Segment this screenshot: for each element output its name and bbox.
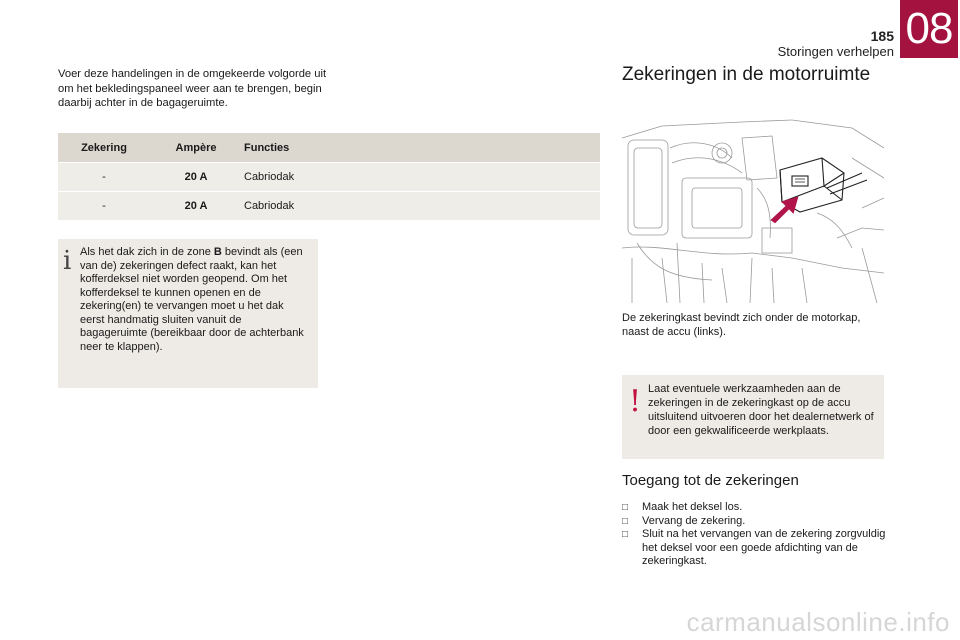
cell-ampere: 20 A [150, 192, 242, 221]
table-row [58, 163, 600, 192]
chapter-tab[interactable]: 08 [900, 0, 958, 58]
info-zone-label: B [213, 246, 222, 258]
cell-function: Cabriodak [242, 163, 600, 192]
engine-bay-illustration [622, 118, 886, 303]
figure-caption: De zekeringkast bevindt zich onder de motorkap, naast de accu (links). [622, 312, 861, 338]
step-text: Sluit na het vervangen van de zekering zorgvuldig het deksel voor een goede afdichting van de zekeringkast. [642, 528, 886, 567]
info-text-end: bevindt als (een van de) zekeringen defect raakt, kan het kofferdeksel niet worden geopend. Om het kofferdeksel te kunnen openen en de zekering(en) te vervangen moet u het dak eerst handmatig sluiten vanuit de bagageruimte (bereikbaar door de achterbank neer te klappen). [80, 246, 304, 353]
page-number: 185 [870, 28, 894, 44]
watermark: carmanualsonline.info [686, 607, 950, 637]
intro-paragraph: Voer deze handelingen in de omgekeerde volgorde uit om het bekledingspaneel weer aan te brengen, begin daarbij achter in de bagageruimte. [58, 68, 327, 109]
header-functions: Functies [242, 133, 600, 163]
info-icon: i [63, 246, 72, 276]
warning-icon: ! [629, 384, 642, 419]
step-text: Maak het deksel los. [642, 501, 743, 513]
checkbox-bullet-icon: □ [622, 529, 629, 540]
warning-box [622, 375, 884, 459]
table-row [58, 192, 600, 221]
cell-fuse: - [58, 163, 150, 192]
table-header-row [58, 133, 600, 163]
engine-bay-drawing [622, 118, 886, 303]
cell-fuse: - [58, 192, 150, 221]
fuse-table [58, 133, 600, 220]
cell-function: Cabriodak [242, 192, 600, 221]
step-text: Vervang de zekering. [642, 514, 746, 527]
steps-list [622, 501, 886, 569]
section-title: Storingen verhelpen [777, 44, 894, 59]
list-item [622, 528, 886, 569]
info-box [58, 239, 318, 388]
checkbox-bullet-icon: □ [622, 515, 629, 527]
page-title: Zekeringen in de motorruimte [622, 64, 871, 85]
list-item [622, 515, 886, 529]
warning-text: Laat eventuele werkzaamheden aan de zekeringen in de zekeringkast op de accu uitsluitend uitvoeren door het dealernetwerk of door een gekwalificeerde werkplaats. [648, 383, 874, 437]
location-arrow-icon [772, 198, 797, 222]
section-subheading: Toegang tot de zekeringen [622, 472, 799, 489]
cell-ampere: 20 A [150, 163, 242, 192]
checkbox-bullet-icon: □ [622, 502, 629, 513]
list-item [622, 501, 886, 515]
header-fuse: Zekering [58, 133, 150, 163]
header-ampere: Ampère [150, 133, 242, 163]
info-text-start: Als het dak zich in de zone [80, 246, 214, 258]
